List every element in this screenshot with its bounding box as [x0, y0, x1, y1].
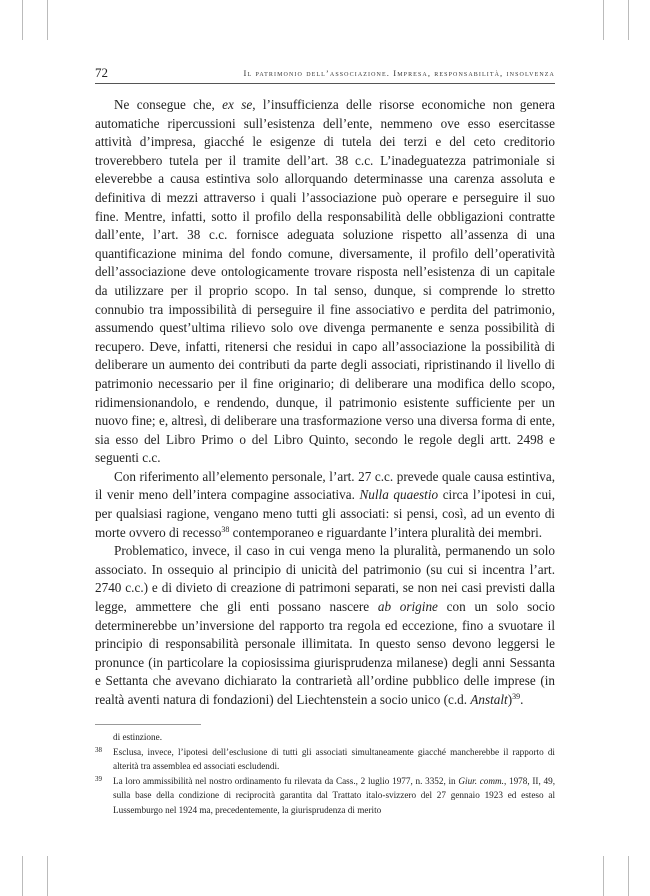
page-number: 72 — [95, 65, 108, 80]
footnote-38: 38 Esclusa, invece, l’ipotesi dell’esclusione di tutti gli associati simultaneamente giacché mancherebbe il rapporto di alterità tra assemblea ed associati escludendi. — [95, 745, 555, 772]
paragraph: Con riferimento all’elemento personale, l’art. 27 c.c. prevede quale causa estintiva, il venir meno dell’intera compagine associativa. Nulla quaestio circa l’ipotesi in cui, per qualsiasi ragione, vengano meno tutti gli associati: si pensi, così, ad un evento di morte ovvero di recesso$^{38}$ contemporaneo e riguardante l’intera pluralità dei membri. — [95, 468, 555, 540]
footnote-ref[interactable]: 39 — [512, 692, 521, 701]
footnote-separator — [95, 724, 201, 725]
crop-mark — [22, 0, 23, 40]
crop-mark — [603, 856, 604, 896]
footnote-ref[interactable]: 38 — [221, 524, 230, 534]
book-page — [95, 0, 555, 896]
paragraph: Ne consegue che, ex se, l’insufficienza delle risorse economiche non genera automatiche ripercussioni sull’esistenza dell’ente, nemmeno ove esso esercitasse attività d’impresa, giacché le esigenze di tutela dei terzi e del ceto creditorio troverebbero tutela per il tramite dell’art. 38 c.c. L’inadeguatezza patrimoniale si eleverebbe a causa estintiva solo allorquando determinasse una carenza assoluta e definitiva di mezzi attraverso i quali l’associazione può operare e perseguire il suo fine. Mentre, infatti, sotto il profilo della responsabilità delle obbligazioni contratte dall’ente, l’art. 38 c.c. fornisce adeguata soluzione rispetto all’assenza di una quantificazione minima del fondo comune, diversamente, il profilo dell’operatività dell’associazione deve ontologicamente trovare risposta nell’esistenza di un capitale da utilizzare per il proprio scopo. In tal senso, dunque, si comprende lo stretto connubio tra impossibilità di perseguire il fine associativo e perdita del patrimonio, assumendo quest’ultima rilievo solo ove divenga permanente e senza possibilità di recupero. Deve, infatti, ritenersi che residui in capo all’associazione la possibilità di deliberare un aumento dei contributi da parte degli associati, ripristinando il livello di patrimonio necessario per il fine originario; di deliberare una modifica dello scopo, ridimensionandolo, e rendendo, dunque, il patrimonio esistente sufficiente per un nuovo fine; e, altresì, di deliberare una trasformazione verso una diversa forma di ente, sia esso del Libro Primo o del Libro Quinto, secondo le regole degli artt. 2498 e seguenti c.c. — [95, 97, 555, 466]
running-head — [95, 63, 555, 84]
running-title: Il patrimonio dell’associazione. Impresa, responsabilità, insolvenza — [243, 68, 555, 78]
crop-mark — [47, 0, 48, 40]
crop-mark — [47, 856, 48, 896]
crop-mark — [628, 0, 629, 40]
footnotes — [95, 730, 555, 818]
body-text — [95, 96, 555, 710]
crop-mark — [628, 856, 629, 896]
crop-mark — [603, 0, 604, 40]
crop-mark — [22, 856, 23, 896]
paragraph: Problematico, invece, il caso in cui venga meno la pluralità, permanendo un solo associato. In ossequio al principio di unicità del patrimonio (su cui si incentra l’art. 2740 c.c.) e di divieto di creazione di patrimoni separati, se non nei casi previsti dalla legge, ammettere che gli enti possano nascere ab origine con un solo socio determinerebbe un’inversione del rapporto tra regola ed eccezione, fino a svuotare il principio di responsabilità personale illimitata. In questo senso devono leggersi le pronunce (in particolare la copiosissima giurisprudenza milanese) degli anni Sessanta e Settanta che avevano dichiarato la contrarietà all’ordine pubblico delle imprese (in realtà aventi natura di fondazioni) del Liechtenstein a socio unico (c.d. Anstalt)$^{39}$. — [95, 543, 555, 707]
footnote-continuation: di estinzione. — [113, 732, 162, 742]
footnote-39: 39 La loro ammissibilità nel nostro ordinamento fu rilevata da Cass., 2 luglio 1977, n. 3352, in Giur. comm., 1978, II, 49, sulla base della condizione di reciprocità garantita dal Trattato italo-svizzero del 27 gennaio 1923 ed esteso al Lussemburgo nel 1924 ma, precedentemente, la giurisprudenza di merito — [95, 774, 555, 815]
